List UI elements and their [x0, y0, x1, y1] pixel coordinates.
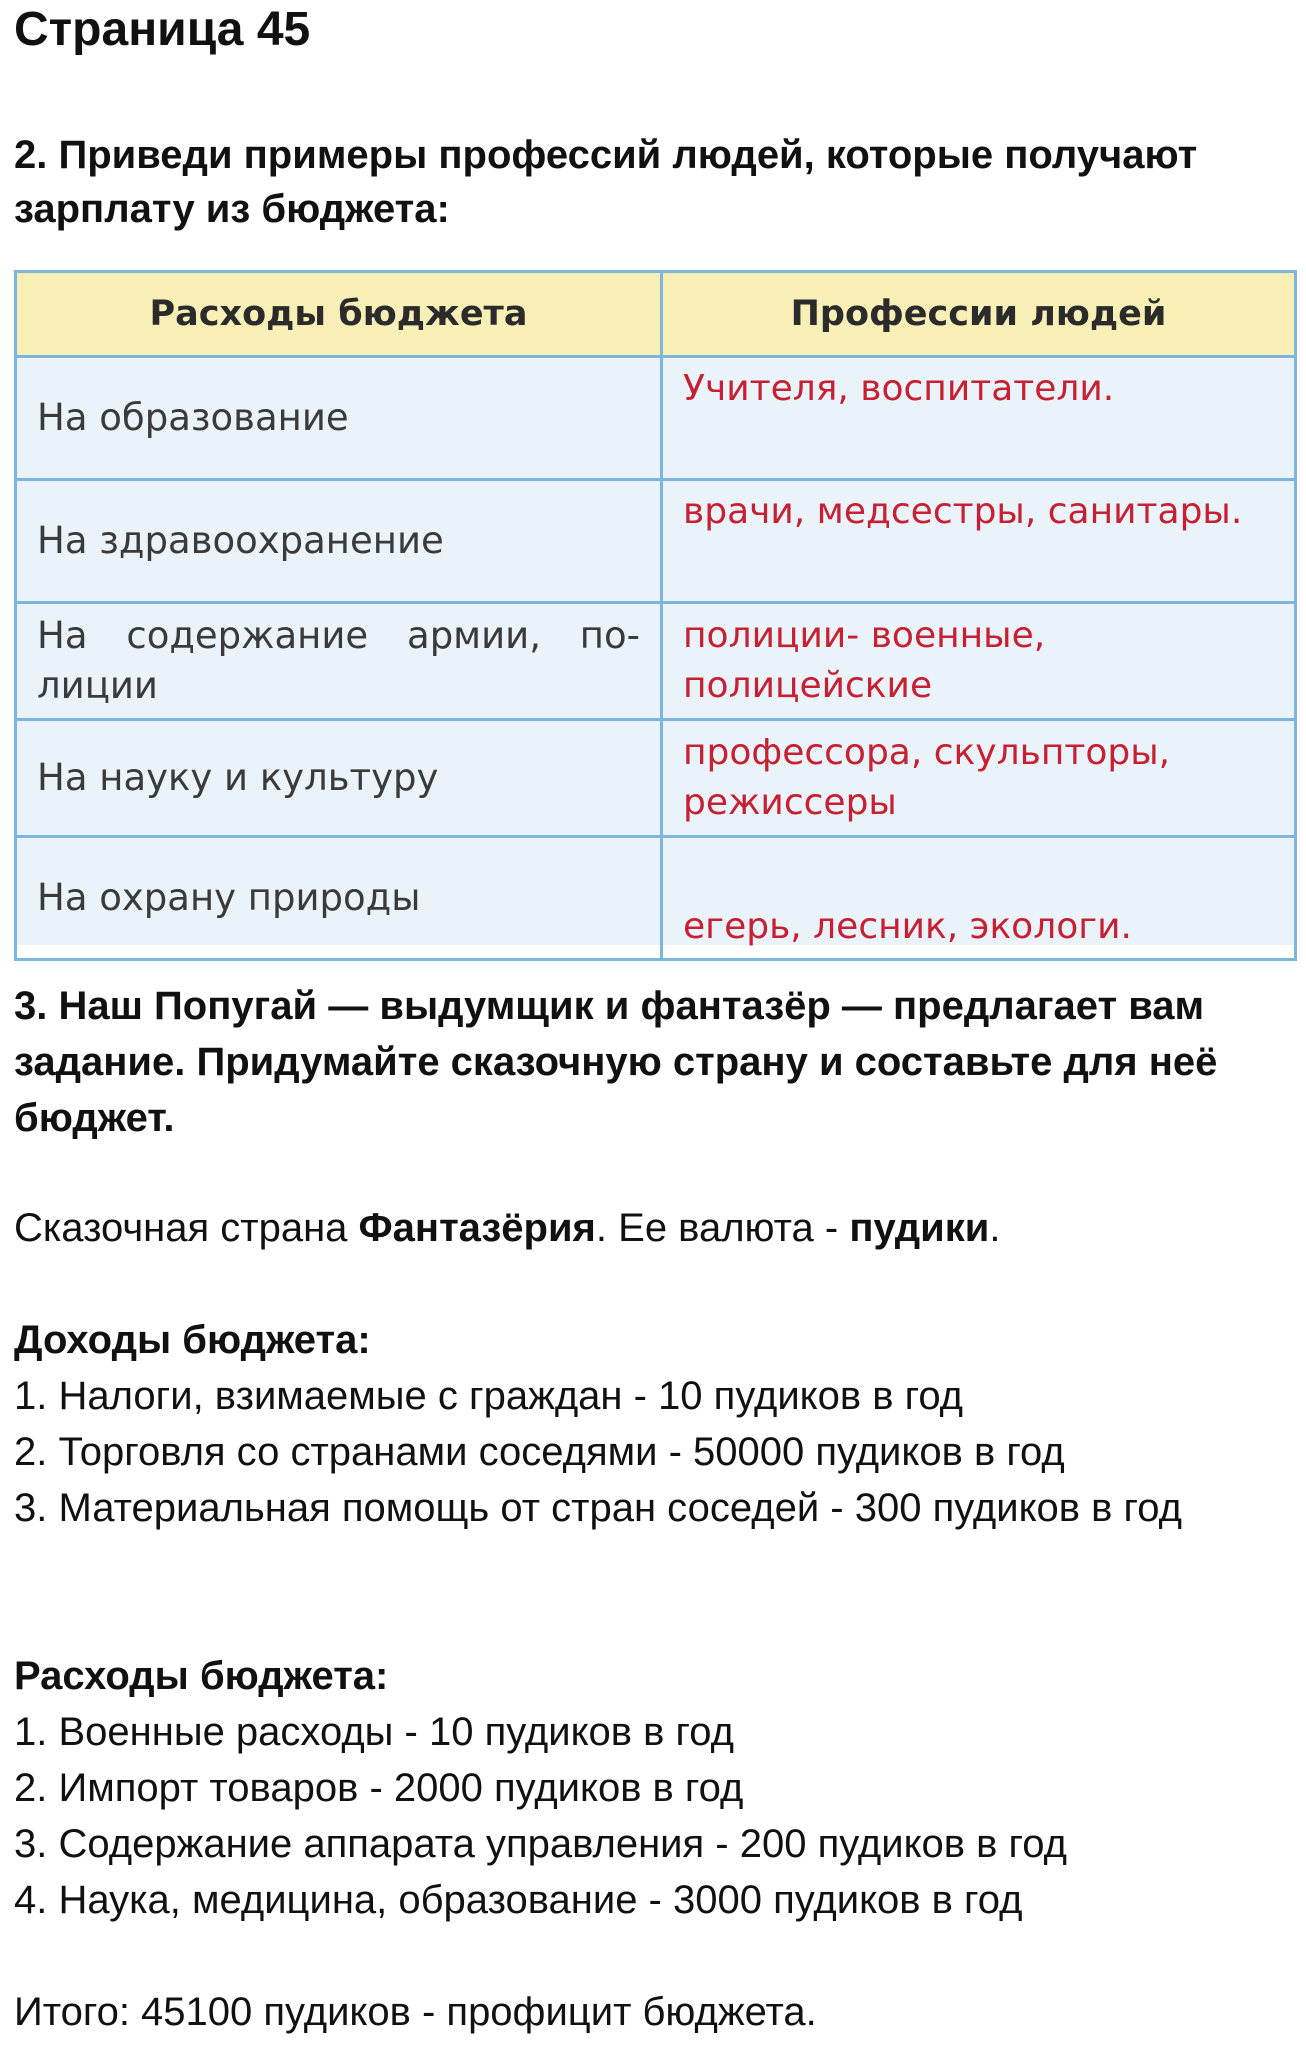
task-3-question: 3. Наш Попугай — выдумщик и фантазёр — предлагает вам задание. Придумайте сказочную страну и составьте для неё бюджет.	[14, 984, 1218, 1140]
list-item: 3. Содержание аппарата управления - 200 пудиков в год	[14, 1822, 1067, 1866]
expense-cell: На образование	[16, 357, 662, 480]
list-item: 4. Наука, медицина, образование - 3000 пудиков в год	[14, 1878, 1023, 1922]
table-row	[16, 603, 1296, 720]
expenses-list	[14, 1704, 1294, 1928]
list-item: 2. Импорт товаров - 2000 пудиков в год	[14, 1766, 744, 1810]
list-item: 1. Военные расходы - 10 пудиков в год	[14, 1710, 734, 1754]
expense-cell: На здравоохранение	[16, 480, 662, 603]
budget-total: Итого: 45100 пудиков - профицит бюджета.	[14, 1990, 817, 2034]
list-item: 3. Материальная помощь от стран соседей - 300 пудиков в год	[14, 1486, 1182, 1530]
income-heading: Доходы бюджета:	[14, 1318, 371, 1362]
income-list	[14, 1368, 1294, 1536]
country-middle: . Ее валюта -	[595, 1206, 850, 1250]
expenses-heading: Расходы бюджета:	[14, 1654, 389, 1698]
table-row	[16, 720, 1296, 837]
professions-cell: полиции- военные, полицейские	[662, 603, 1296, 720]
table-row	[16, 837, 1296, 960]
table-row	[16, 480, 1296, 603]
expense-cell: На охрану природы	[16, 837, 662, 960]
professions-cell: Учителя, воспитатели.	[662, 357, 1296, 480]
list-item: 2. Торговля со странами соседями - 50000 пудиков в год	[14, 1430, 1065, 1474]
expense-cell: На содержание армии, по-лиции	[16, 603, 662, 720]
expense-cell: На науку и культуру	[16, 720, 662, 837]
table-header-row	[16, 272, 1296, 357]
table-row	[16, 357, 1296, 480]
budget-table-image	[14, 270, 1294, 945]
header-professions: Профессии людей	[662, 272, 1296, 357]
country-prefix: Сказочная страна	[14, 1206, 359, 1250]
budget-professions-table	[14, 270, 1297, 961]
professions-cell: профессора, скульпторы, режиссеры	[662, 720, 1296, 837]
country-name: Фантазёрия	[358, 1206, 596, 1250]
page-title: Страница 45	[14, 3, 311, 56]
country-description	[14, 1200, 1294, 1256]
professions-cell: врачи, медсестры, санитары.	[662, 480, 1296, 603]
country-suffix: .	[989, 1206, 1001, 1250]
header-expenses: Расходы бюджета	[16, 272, 662, 357]
task-2-question: 2. Приведи примеры профессий людей, которые получают зарплату из бюджета:	[14, 133, 1198, 231]
currency-name: пудики	[849, 1206, 990, 1250]
professions-cell: егерь, лесник, экологи.	[662, 837, 1296, 960]
list-item: 1. Налоги, взимаемые с граждан - 10 пудиков в год	[14, 1374, 964, 1418]
